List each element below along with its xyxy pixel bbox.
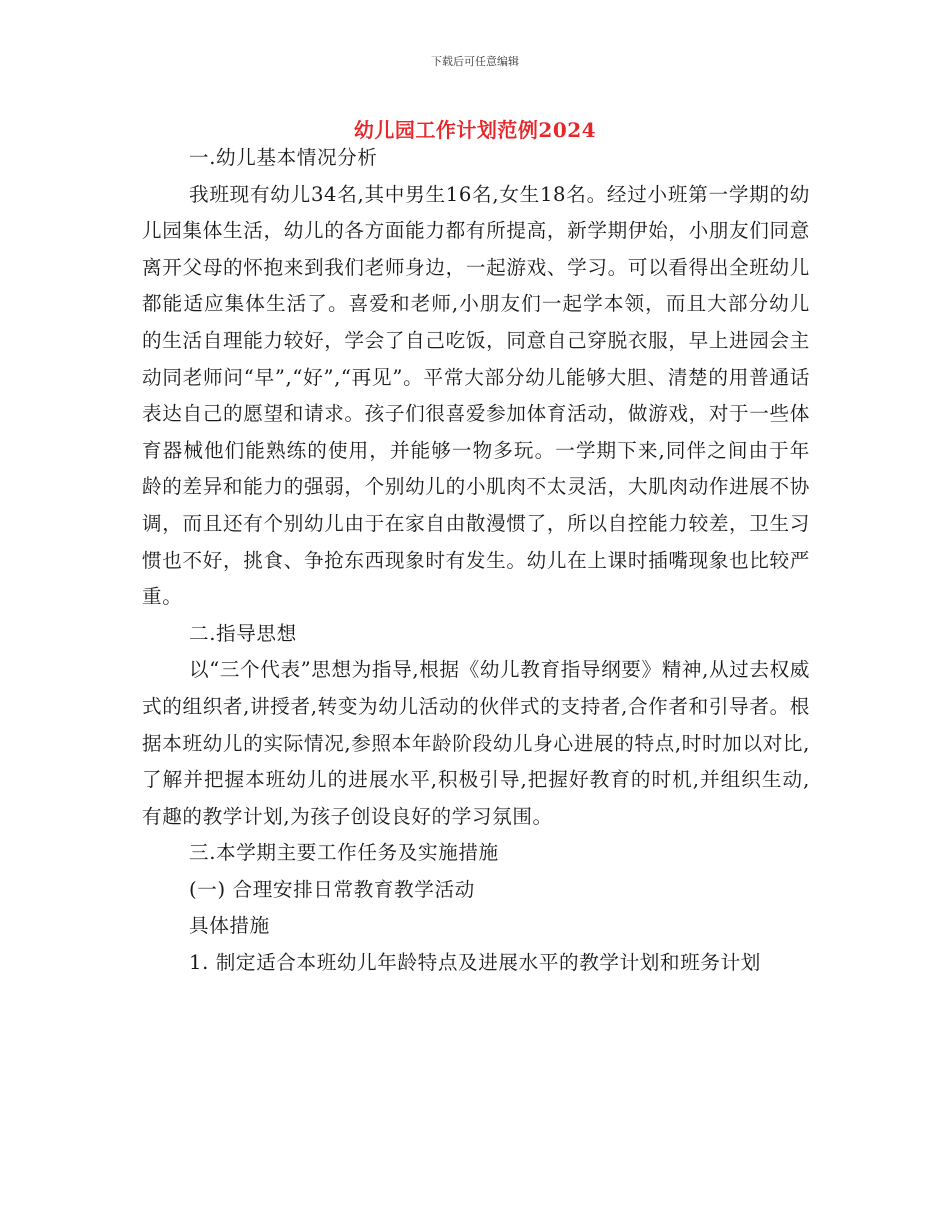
document-body — [142, 140, 810, 982]
measures-label: 具体措施 — [189, 914, 270, 938]
subsection-heading-1: (一) 合理安排日常教育教学活动 — [189, 877, 475, 901]
section-heading-2: 二.指导思想 — [189, 621, 297, 645]
paragraph-2: 以“三个代表”思想为指导,根据《幼儿教育指导纲要》精神,从过去权威式的组织者,讲授者,转变为幼儿活动的伙伴式的支持者,合作者和引导者。根据本班幼儿的实际情况,参照本年龄阶段幼儿身心进展的特点,时时加以对比,了解并把握本班幼儿的进展水平,积极引导,把握好教育的时机,并组织生动,有趣的教学计划,为孩子创设良好的学习氛围。 — [142, 658, 810, 828]
header-note: 下载后可任意编辑 — [431, 55, 519, 68]
section-heading-3: 三.本学期主要工作任务及实施措施 — [189, 841, 499, 865]
list-item-1: 1. 制定适合本班幼儿年龄特点及进展水平的教学计划和班务计划 — [189, 951, 761, 975]
paragraph-1: 我班现有幼儿34名,其中男生16名,女生18名。经过小班第一学期的幼儿园集体生活，幼儿的各方面能力都有所提高，新学期伊始，小朋友们同意离开父母的怀抱来到我们老师身边，一起游戏、学习。可以看得出全班幼儿都能适应集体生活了。喜爱和老师,小朋友们一起学本领，而且大部分幼儿的生活自理能力较好，学会了自己吃饭，同意自己穿脱衣服，早上进园会主动同老师问“早”,“好”,“再见”。平常大部分幼儿能够大胆、清楚的用普通话表达自己的愿望和请求。孩子们很喜爱参加体育活动，做游戏，对于一些体育器械他们能熟练的使用，并能够一物多玩。一学期下来,同伴之间由于年龄的差异和能力的强弱，个别幼儿的小肌肉不太灵活，大肌肉动作进展不协调，而且还有个别幼儿由于在家自由散漫惯了，所以自控能力较差，卫生习惯也不好，挑食、争抢东西现象时有发生。幼儿在上课时插嘴现象也比较严重。 — [142, 182, 810, 609]
section-heading-1: 一.幼儿基本情况分析 — [189, 146, 378, 169]
document-title: 幼儿园工作计划范例2024 — [353, 118, 597, 142]
